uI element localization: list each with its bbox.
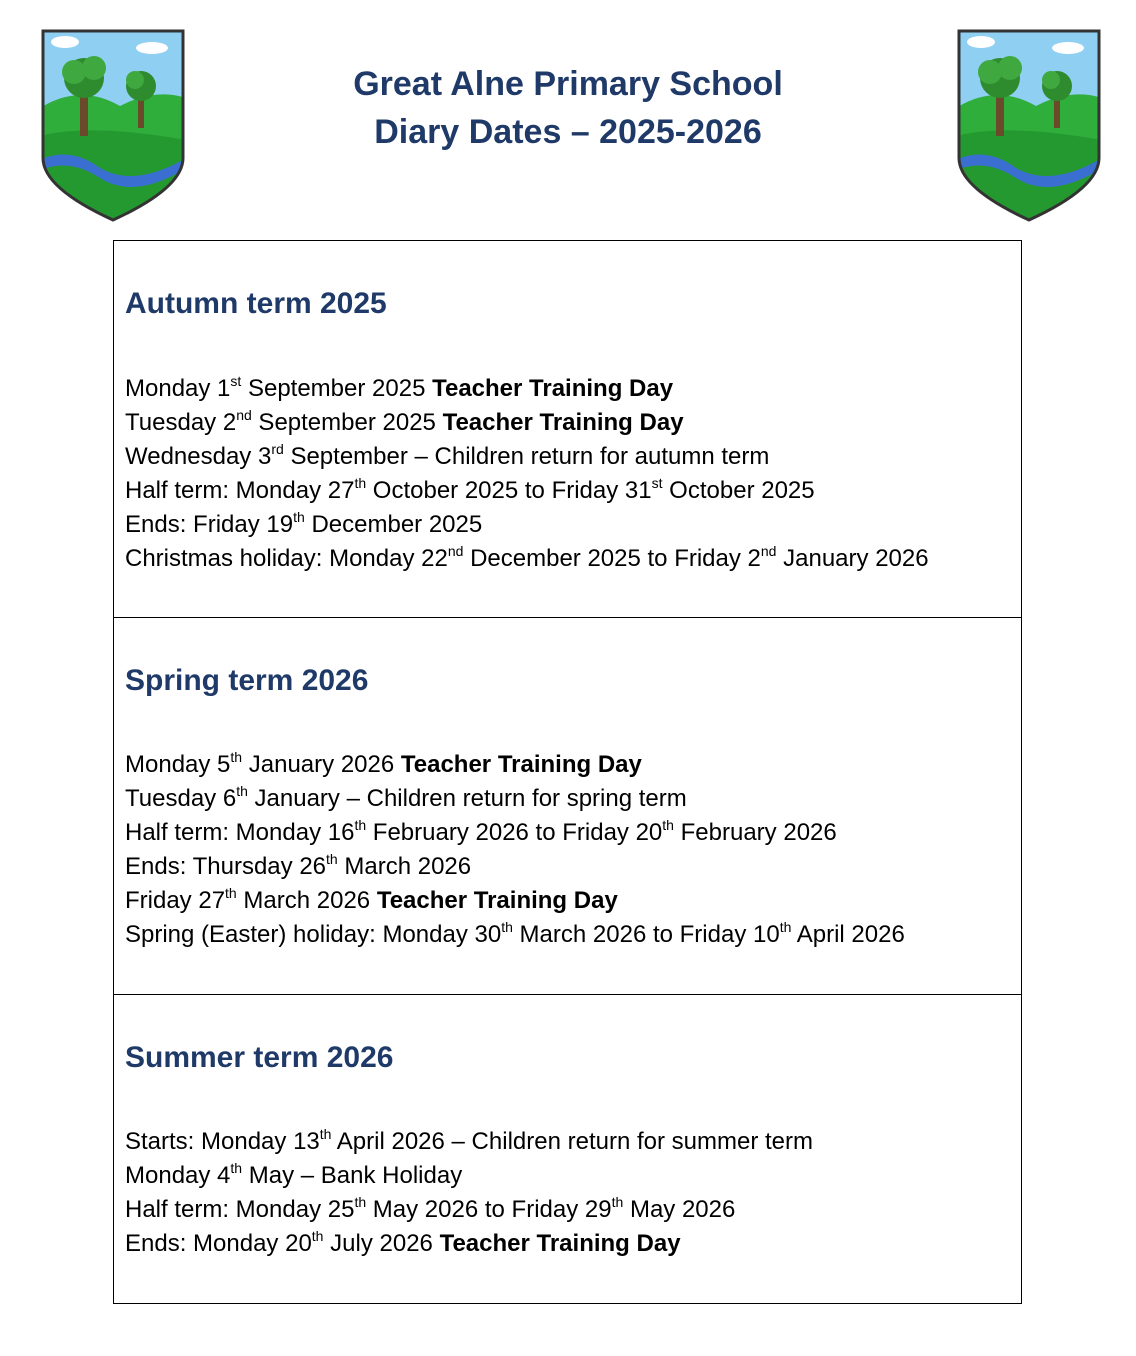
ordinal-suffix: th: [225, 885, 237, 901]
term-title: Summer term 2026: [125, 1041, 394, 1074]
ordinal-suffix: th: [230, 1160, 243, 1176]
date-text: September 2025: [241, 375, 433, 402]
date-text: September – Children return for autumn term: [283, 443, 770, 470]
date-text: Spring (Easter) holiday: Monday 30: [125, 921, 502, 948]
date-text: April 2026 – Children return for summer term: [331, 1128, 813, 1155]
date-line: [125, 1193, 813, 1227]
ordinal-suffix: st: [230, 373, 242, 389]
term-title: Spring term 2026: [125, 664, 369, 697]
page-subtitle: Diary Dates – 2025-2026: [374, 113, 762, 151]
date-text: Half term: Monday 27: [125, 477, 355, 504]
event-label: Teacher Training Day: [439, 1230, 681, 1257]
date-text: May 2026: [623, 1196, 736, 1223]
ordinal-suffix: rd: [271, 441, 284, 457]
term-section-spring: [113, 617, 1022, 995]
event-label: Teacher Training Day: [432, 375, 674, 402]
date-text: Half term: Monday 16: [125, 819, 355, 846]
date-text: Monday 1: [125, 375, 231, 402]
date-text: April 2026: [791, 921, 905, 948]
date-line: [125, 542, 929, 576]
date-line: [125, 1159, 813, 1193]
date-text: March 2026 to Friday 10: [512, 921, 780, 948]
ordinal-suffix: th: [779, 919, 792, 935]
date-text: Half term: Monday 25: [125, 1196, 355, 1223]
ordinal-suffix: st: [651, 475, 663, 491]
ordinal-suffix: th: [293, 509, 305, 525]
date-text: Ends: Thursday 26: [125, 853, 327, 880]
date-text: May – Bank Holiday: [242, 1162, 463, 1189]
term-dates-list: [125, 748, 905, 952]
page-title: Great Alne Primary School: [353, 65, 783, 103]
date-line: [125, 508, 929, 542]
date-text: March 2026: [337, 853, 472, 880]
ordinal-suffix: th: [311, 1228, 324, 1244]
ordinal-suffix: th: [319, 1126, 332, 1142]
ordinal-suffix: th: [611, 1194, 624, 1210]
date-line: [125, 918, 905, 952]
date-text: January 2026: [242, 751, 401, 778]
ordinal-suffix: th: [354, 475, 367, 491]
event-label: Teacher Training Day: [400, 751, 642, 778]
date-text: December 2025: [304, 511, 483, 538]
date-line: [125, 1125, 813, 1159]
ordinal-suffix: th: [230, 749, 243, 765]
date-text: Ends: Monday 20: [125, 1230, 312, 1257]
date-text: October 2025 to Friday 31: [366, 477, 652, 504]
term-dates-list: [125, 1125, 813, 1261]
date-text: Monday 4: [125, 1162, 231, 1189]
date-text: September 2025: [251, 409, 443, 436]
date-text: Friday 27: [125, 887, 226, 914]
date-text: October 2025: [662, 477, 815, 504]
date-text: May 2026 to Friday 29: [366, 1196, 612, 1223]
date-line: [125, 440, 929, 474]
date-line: [125, 474, 929, 508]
ordinal-suffix: nd: [760, 543, 777, 559]
ordinal-suffix: th: [354, 1194, 367, 1210]
date-text: Wednesday 3: [125, 443, 272, 470]
date-line: [125, 1227, 813, 1261]
date-text: December 2025 to Friday 2: [463, 545, 761, 572]
ordinal-suffix: th: [501, 919, 513, 935]
ordinal-suffix: th: [326, 851, 338, 867]
date-line: [125, 816, 905, 850]
date-text: March 2026: [236, 887, 377, 914]
event-label: Teacher Training Day: [442, 409, 684, 436]
ordinal-suffix: th: [662, 817, 674, 833]
date-line: [125, 884, 905, 918]
term-section-autumn: [113, 240, 1022, 618]
date-text: January – Children return for spring term: [247, 785, 687, 812]
date-text: January 2026: [776, 545, 929, 572]
term-section-summer: [113, 994, 1022, 1304]
date-line: [125, 748, 905, 782]
event-label: Teacher Training Day: [376, 887, 618, 914]
date-text: Ends: Friday 19: [125, 511, 294, 538]
date-text: Tuesday 6: [125, 785, 237, 812]
date-line: [125, 372, 929, 406]
date-text: February 2026: [673, 819, 837, 846]
ordinal-suffix: th: [236, 783, 248, 799]
date-text: February 2026 to Friday 20: [366, 819, 663, 846]
term-title: Autumn term 2025: [125, 287, 387, 320]
ordinal-suffix: nd: [447, 543, 464, 559]
date-text: Starts: Monday 13: [125, 1128, 320, 1155]
date-line: [125, 782, 905, 816]
date-text: Monday 5: [125, 751, 231, 778]
date-text: Christmas holiday: Monday 22: [125, 545, 448, 572]
ordinal-suffix: nd: [236, 407, 252, 423]
term-dates-list: [125, 372, 929, 576]
date-text: Tuesday 2: [125, 409, 237, 436]
date-line: [125, 850, 905, 884]
ordinal-suffix: th: [354, 817, 367, 833]
date-line: [125, 406, 929, 440]
date-text: July 2026: [323, 1230, 440, 1257]
